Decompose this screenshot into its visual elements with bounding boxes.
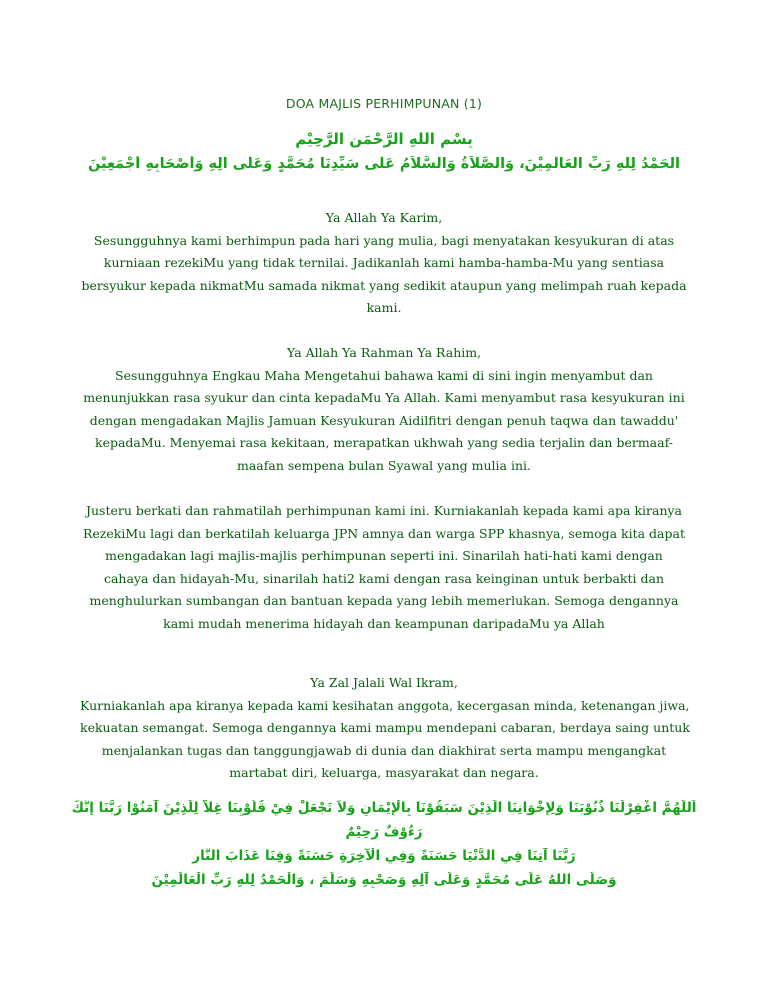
section-1-line: kurniaan rezekiMu yang tidak ternilai. Jadikanlah kami hamba-hamba-Mu yang sentiasa bbox=[103, 255, 665, 270]
section-1-line: Sesungguhnya kami berhimpun pada hari yang mulia, bagi menyatakan kesyukuran di atas bbox=[93, 232, 675, 248]
section-4-heading: Ya Zal Jalali Wal Ikram, bbox=[310, 675, 458, 690]
section-3-line: Justeru berkati dan rahmatilah perhimpunan kami ini. Kurniakanlah kepada kami apa kiranya bbox=[85, 503, 683, 518]
document-title: DOA MAJLIS PERHIMPUNAN (1) bbox=[285, 96, 483, 111]
section-2-line: Sesungguhnya Engkau Maha Mengetahui bahawa kami di sini ingin menyambut dan bbox=[115, 367, 653, 383]
section-2 bbox=[80, 342, 688, 477]
section-3-line: kami mudah menerima hidayah dan keampunan daripadaMu ya Allah bbox=[163, 615, 605, 631]
section-3-line: menghulurkan sumbangan dan bantuan kepada yang lebih memerlukan. Semoga dengannya bbox=[89, 593, 679, 608]
arabic-rabbana-atina: رَبَّنَا آتِنَا فِي الدُّنْيَا حَسَنَةً وَفِي الْآخِرَةِ حَسَنَةً وَقِنَا عَذَابَ النَّارِ bbox=[192, 848, 576, 864]
section-2-line: dengan mengadakan Majlis Jamuan Kesyukuran Aidilfitri dengan penuh taqwa dan tawaddu' bbox=[89, 412, 679, 428]
section-3-line: RezekiMu lagi dan berkatilah keluarga JPN amnya dan warga SPP khasnya, semoga kita dapat bbox=[82, 525, 685, 541]
section-3-line: cahaya dan hidayah-Mu, sinarilah hati2 kami dengan rasa keinginan untuk berbakti dan bbox=[103, 570, 665, 586]
section-4-line: martabat diri, keluarga, masyarakat dan negara. bbox=[229, 765, 539, 780]
section-4-line: Kurniakanlah apa kiranya kepada kami kesihatan anggota, kecergasan minda, ketenangan jiwa, bbox=[80, 697, 690, 713]
arabic-salawat-closing: وَصَلَّى اللهُ عَلَى مُحَمَّدٍ وَعَلَى آلِهِ وَصَحْبِهِ وَسَلَّمَ ، وَالْحَمْدُ لِلهِ رَبِّ الْعَالَمِيْنَ bbox=[151, 872, 617, 888]
section-2-line: maafan sempena bulan Syawal yang mulia ini. bbox=[236, 457, 531, 473]
arabic-opening-praise: اَلْحَمْدُ لِلهِ رَبِّ الْعَالَمِيْنَ، وَالصَّلاَةُ وَالسَّلاَمُ عَلَى سَيِّدِنَا مُحَمَّدٍ وَعَلَى آلِهِ وَأَصْحَابِهِ أَجْمَعِيْنَ bbox=[87, 156, 680, 172]
section-3 bbox=[80, 500, 688, 635]
section-1-heading: Ya Allah Ya Karim, bbox=[325, 210, 443, 225]
arabic-closing-prayer: اَللَّهُمَّ اغْفِرْلَنَا ذُنُوْبَنَا وَلِإِخْوَانِنَا الَّذِيْنَ سَبَقُوْنَا بِالْإِيْمَانِ وَلاَ تَجْعَلْ فِيْ قُلُوْبِنَا غِلاًّ لِلَّذِيْنَ آمَنُوْا رَبَّنَا إِنَّكَ bbox=[71, 800, 697, 816]
section-2-line: menunjukkan rasa syukur dan cinta kepadaMu Ya Allah. Kami menyambut rasa kesyukuran ini bbox=[83, 390, 685, 405]
arabic-basmala: بِسْمِ اللهِ الرَّحْمَنِ الرَّحِيْمِ bbox=[295, 130, 473, 148]
section-1-line: bersyukur kepada nikmatMu samada nikmat yang sedikit ataupun yang melimpah ruah kepada bbox=[81, 277, 687, 293]
section-4 bbox=[80, 672, 688, 785]
section-1-line: kami. bbox=[366, 300, 402, 315]
section-2-line: kepadaMu. Menyemai rasa kekitaan, merapatkan ukhwah yang sedia terjalin dan bermaaf- bbox=[95, 435, 673, 450]
arabic-closing-prayer-end: رَءُوْفٌ رَحِيْمٌ bbox=[345, 824, 423, 840]
section-1 bbox=[80, 207, 688, 320]
section-4-line: menjalankan tugas dan tanggungjawab di dunia dan diakhirat serta mampu mengangkat bbox=[101, 742, 667, 758]
section-2-heading: Ya Allah Ya Rahman Ya Rahim, bbox=[286, 345, 482, 360]
section-3-line: mengadakan lagi majlis-majlis perhimpunan seperti ini. Sinarilah hati-hati kami dengan bbox=[105, 548, 663, 563]
section-4-line: kekuatan semangat. Semoga dengannya kami mampu mendepani cabaran, berdaya saing untuk bbox=[80, 720, 690, 735]
